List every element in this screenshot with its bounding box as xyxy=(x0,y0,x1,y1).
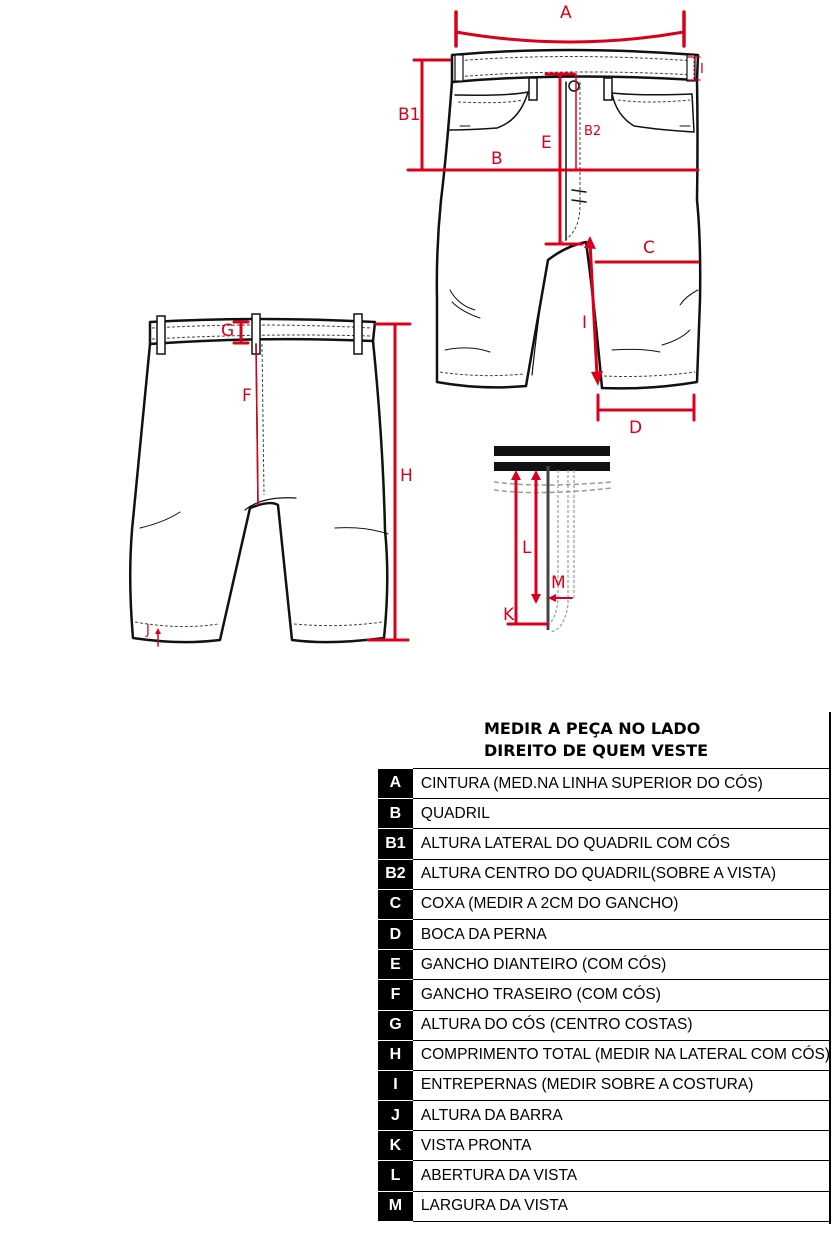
legend-row xyxy=(378,829,830,859)
measure-instructions xyxy=(484,718,784,762)
legend-row xyxy=(378,919,830,949)
legend-row xyxy=(378,769,830,799)
legend-code: L xyxy=(378,1161,413,1191)
label-b2: B2 xyxy=(584,124,602,139)
label-e: E xyxy=(541,133,552,153)
legend-row xyxy=(378,799,830,829)
legend-row xyxy=(378,889,830,919)
legend-row xyxy=(378,1101,830,1131)
legend-desc: CINTURA (MED.NA LINHA SUPERIOR DO CÓS) xyxy=(413,769,830,799)
legend-code: K xyxy=(378,1131,413,1161)
legend-desc: VISTA PRONTA xyxy=(413,1131,830,1161)
legend-desc: GANCHO TRASEIRO (COM CÓS) xyxy=(413,980,830,1010)
legend-row xyxy=(378,950,830,980)
legend-row xyxy=(378,1131,830,1161)
legend-row xyxy=(378,980,830,1010)
legend-row xyxy=(378,1070,830,1100)
legend-desc: ALTURA DO CÓS (CENTRO COSTAS) xyxy=(413,1010,830,1040)
legend-desc: COXA (MEDIR A 2CM DO GANCHO) xyxy=(413,889,830,919)
legend-code: M xyxy=(378,1191,413,1221)
label-f: F xyxy=(242,386,252,406)
label-l: L xyxy=(522,538,532,558)
legend-code: D xyxy=(378,919,413,949)
legend-code: E xyxy=(378,950,413,980)
legend-code: B2 xyxy=(378,859,413,889)
label-k: K xyxy=(503,605,515,625)
legend-code: J xyxy=(378,1101,413,1131)
front-view-shorts xyxy=(437,50,700,388)
label-b: B xyxy=(491,149,503,169)
legend-code: I xyxy=(378,1070,413,1100)
legend-code: H xyxy=(378,1040,413,1070)
label-a: A xyxy=(560,3,572,23)
legend-row xyxy=(378,1010,830,1040)
legend-desc: ALTURA CENTRO DO QUADRIL(SOBRE A VISTA) xyxy=(413,859,830,889)
label-c: C xyxy=(643,238,655,258)
legend-code: G xyxy=(378,1010,413,1040)
label-i: I xyxy=(582,313,588,333)
legend-row xyxy=(378,1040,830,1070)
legend-code: B xyxy=(378,799,413,829)
legend-desc: GANCHO DIANTEIRO (COM CÓS) xyxy=(413,950,830,980)
legend-desc: ALTURA LATERAL DO QUADRIL COM CÓS xyxy=(413,829,830,859)
fly-measurement-lines xyxy=(508,470,572,624)
measurement-legend-table xyxy=(378,768,830,1222)
instructions-line-2: DIREITO DE QUEM VESTE xyxy=(484,741,708,760)
legend-desc: QUADRIL xyxy=(413,799,830,829)
legend-code: B1 xyxy=(378,829,413,859)
back-measurement-lines xyxy=(155,322,410,646)
label-b1: B1 xyxy=(398,105,421,125)
label-j: J xyxy=(146,623,150,638)
legend-desc: ABERTURA DA VISTA xyxy=(413,1161,830,1191)
legend-code: C xyxy=(378,889,413,919)
instructions-line-1: MEDIR A PEÇA NO LADO xyxy=(484,719,701,738)
label-i-small: I xyxy=(700,62,704,77)
legend-row xyxy=(378,1191,830,1221)
legend-desc: LARGURA DA VISTA xyxy=(413,1191,830,1221)
back-view-shorts xyxy=(130,314,388,642)
legend-row xyxy=(378,1161,830,1191)
legend-code: F xyxy=(378,980,413,1010)
label-g: G xyxy=(221,321,235,341)
legend-row xyxy=(378,859,830,889)
legend-desc: COMPRIMENTO TOTAL (MEDIR NA LATERAL COM CÓS) xyxy=(413,1040,830,1070)
label-m: M xyxy=(551,573,566,593)
legend-desc: BOCA DA PERNA xyxy=(413,919,830,949)
label-h: H xyxy=(400,466,413,486)
legend-code: A xyxy=(378,769,413,799)
legend-desc: ALTURA DA BARRA xyxy=(413,1101,830,1131)
label-d: D xyxy=(629,418,643,438)
legend-desc: ENTREPERNAS (MEDIR SOBRE A COSTURA) xyxy=(413,1070,830,1100)
